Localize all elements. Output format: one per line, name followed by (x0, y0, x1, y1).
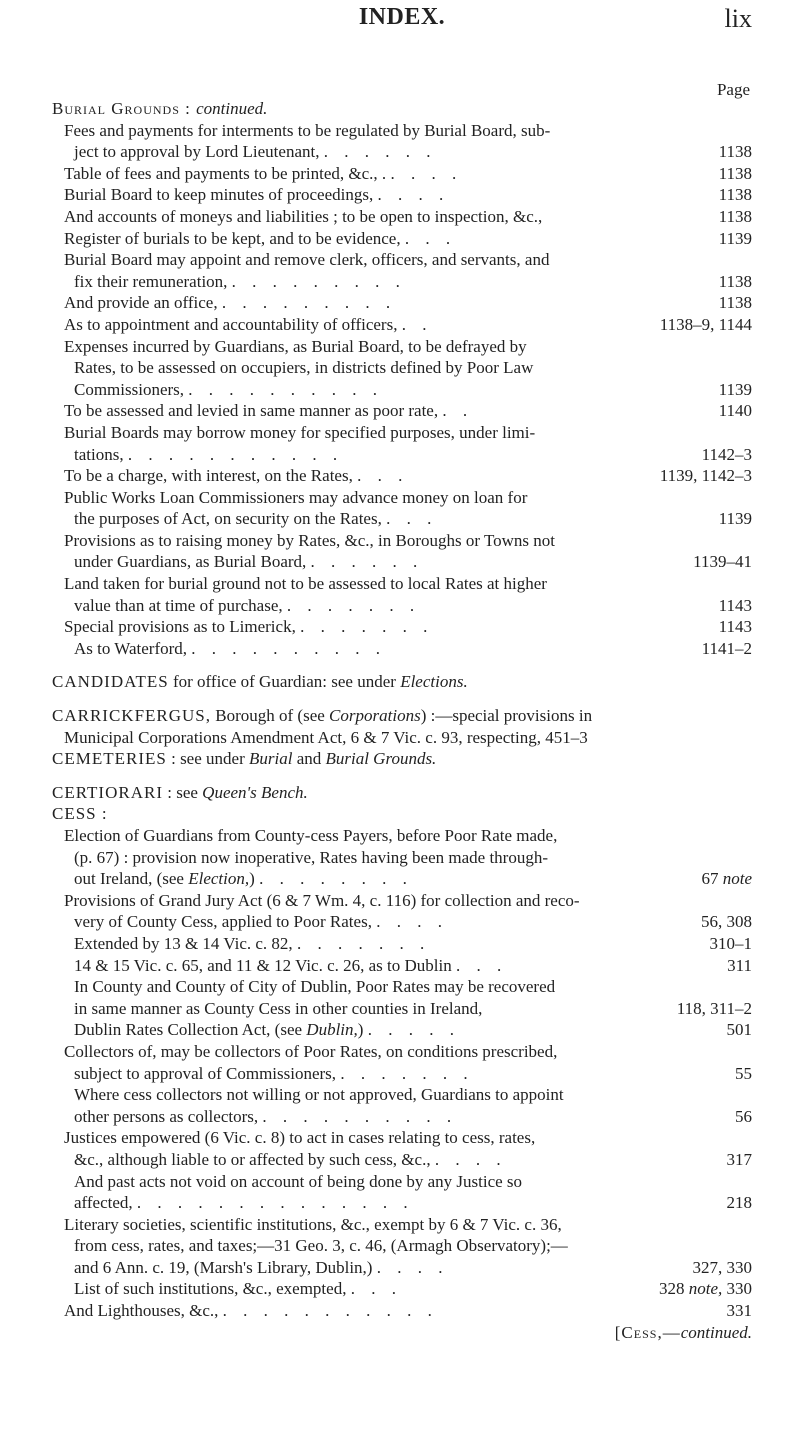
page-ref: 1138 (718, 271, 752, 291)
index-line: very of County Cess, applied to Poor Rates, . . . . 56, 308 (74, 912, 752, 932)
index-line: Register of burials to be kept, and to be evidence, . . . 1139 (64, 228, 752, 248)
page-ref: 1138 (718, 142, 752, 162)
index-line: Public Works Loan Commissioners may advance money on loan for (64, 487, 528, 507)
index-line: And Lighthouses, &c., . . . . . . . . . . . 331 (64, 1301, 752, 1321)
page-ref: 55 (735, 1063, 752, 1083)
page-ref: 1139 (718, 228, 752, 248)
page-ref: 1143 (718, 617, 752, 637)
page-ref: 56, 308 (701, 912, 752, 932)
index-line: Burial Board may appoint and remove clerk, officers, and servants, and (64, 250, 550, 270)
page-ref: 67 note (701, 869, 752, 889)
index-line: 14 & 15 Vic. c. 65, and 11 & 12 Vic. c. 26, as to Dublin . . . 311 (74, 955, 752, 975)
index-line: from cess, rates, and taxes;—31 Geo. 3, c. 46, (Armagh Observatory);— (74, 1236, 568, 1256)
index-line: Dublin Rates Collection Act, (see Dublin,) . . . . . 501 (74, 1020, 752, 1040)
entry-candidates: CANDIDATES for office of Guardian: see under Elections. (52, 672, 468, 692)
index-line: In County and County of City of Dublin, Poor Rates may be recovered (74, 977, 556, 997)
index-line: subject to approval of Commissioners, . . . . . . . 55 (74, 1063, 752, 1083)
index-line: out Ireland, (see Election,) . . . . . . . . 67 note (74, 869, 752, 889)
index-line: As to appointment and accountability of officers, . . 1138–9, 1144 (64, 314, 752, 334)
index-line: Literary societies, scientific institutions, &c., exempt by 6 & 7 Vic. c. 36, (64, 1214, 562, 1234)
index-line: As to Waterford, . . . . . . . . . . 1141–2 (74, 638, 752, 658)
index-line: (p. 67) : provision now inoperative, Rates having been made through- (74, 847, 548, 867)
page-ref: 56 (735, 1106, 752, 1126)
index-line: Special provisions as to Limerick, . . . . . . . 1143 (64, 617, 752, 637)
page-ref: 1138 (718, 163, 752, 183)
page-ref: 1139, 1142–3 (659, 466, 752, 486)
page-ref: 1142–3 (701, 444, 752, 464)
index-line: fix their remuneration, . . . . . . . . . 1138 (74, 271, 752, 291)
entry-cemeteries: CEMETERIES : see under Burial and Burial Grounds. (52, 749, 437, 769)
page-ref: 1138 (718, 206, 752, 226)
index-content (52, 98, 752, 1343)
index-line: Extended by 13 & 14 Vic. c. 82, . . . . . . . 310–1 (74, 933, 752, 953)
index-line: Fees and payments for interments to be regulated by Burial Board, sub- (64, 120, 551, 140)
page-ref: 331 (726, 1301, 752, 1321)
page-ref: 310–1 (709, 933, 752, 953)
index-line: Justices empowered (6 Vic. c. 8) to act in cases relating to cess, rates, (64, 1128, 536, 1148)
index-line: Land taken for burial ground not to be assessed to local Rates at higher (64, 574, 547, 594)
index-line: under Guardians, as Burial Board, . . . . . . 1139–41 (74, 552, 752, 572)
index-line: Election of Guardians from County-cess Payers, before Poor Rate made, (64, 826, 558, 845)
page-ref: 317 (726, 1149, 752, 1169)
index-line: Where cess collectors not willing or not approved, Guardians to appoint (74, 1085, 564, 1105)
index-line: tations, . . . . . . . . . . . 1142–3 (74, 444, 752, 464)
index-line: Collectors of, may be collectors of Poor Rates, on conditions prescribed, (64, 1041, 558, 1061)
page-ref: 1139 (718, 379, 752, 399)
page-ref: 1138 (718, 293, 752, 313)
index-line: Provisions of Grand Jury Act (6 & 7 Wm. 4, c. 116) for collection and reco- (64, 890, 580, 910)
index-line: Provisions as to raising money by Rates, &c., in Boroughs or Towns not (64, 530, 556, 550)
index-line: To be a charge, with interest, on the Rates, . . . 1139, 1142–3 (64, 466, 752, 486)
header-page-number: lix (724, 4, 752, 33)
page-ref: 311 (727, 955, 752, 975)
index-line: in same manner as County Cess in other counties in Ireland, 118, 311–2 (74, 998, 752, 1018)
index-line: affected, . . . . . . . . . . . . . . 218 (74, 1193, 752, 1213)
page-ref: 1138–9, 1144 (659, 314, 752, 334)
page-column-label: Page (716, 80, 750, 99)
index-line: And accounts of moneys and liabilities ; to be open to inspection, &c., 1138 (64, 206, 752, 226)
index-line: the purposes of Act, on security on the Rates, . . . 1139 (74, 509, 752, 529)
header-title: INDEX. (358, 4, 446, 30)
index-line: Rates, to be assessed on occupiers, in districts defined by Poor Law (74, 358, 534, 378)
page-ref: 1138 (718, 185, 752, 205)
index-line: Commissioners, . . . . . . . . . . 1139 (74, 379, 752, 399)
entry-carrickfergus: CARRICKFERGUS, Borough of (see Corporations) :—special provisions in (52, 706, 593, 726)
page-ref: 327, 330 (692, 1257, 752, 1277)
index-line: Table of fees and payments to be printed, &c., . . . . . 1138 (64, 163, 752, 183)
entry-certiorari: CERTIORARI : see Queen's Bench. (52, 782, 308, 802)
index-line: Burial Board to keep minutes of proceedings, . . . . 1138 (64, 185, 752, 205)
index-line: Expenses incurred by Guardians, as Burial Board, to be defrayed by (64, 336, 527, 356)
index-line: value than at time of purchase, . . . . . . . 1143 (74, 595, 752, 615)
page-ref: 1139–41 (693, 552, 752, 572)
index-line: other persons as collectors, . . . . . . . . . . 56 (74, 1106, 752, 1126)
continued-footer: [Cess,—continued. (614, 1322, 752, 1342)
page-ref: 118, 311–2 (676, 998, 752, 1018)
page-ref: 218 (726, 1193, 752, 1213)
index-line: ject to approval by Lord Lieutenant, . . . . . . 1138 (74, 142, 752, 162)
entry-heading-burial-grounds: Burial Grounds : continued. (52, 99, 268, 118)
index-line: List of such institutions, &c., exempted, . . . 328 note, 330 (74, 1279, 752, 1299)
index-line: To be assessed and levied in same manner as poor rate, . . 1140 (64, 401, 752, 421)
index-line: And past acts not void on account of being done by any Justice so (74, 1171, 523, 1191)
page-ref: 1140 (718, 401, 752, 421)
index-line: &c., although liable to or affected by such cess, &c., . . . . 317 (74, 1149, 752, 1169)
entry-heading-cess: CESS : (52, 804, 108, 824)
index-line: and 6 Ann. c. 19, (Marsh's Library, Dublin,) . . . . 327, 330 (74, 1257, 752, 1277)
page-ref: 1141–2 (701, 638, 752, 658)
index-line: Burial Boards may borrow money for specified purposes, under limi- (64, 422, 536, 442)
page-header (52, 4, 752, 44)
index-line: And provide an office, . . . . . . . . . 1138 (64, 293, 752, 313)
page-ref: 501 (726, 1020, 752, 1040)
page-ref: 1143 (718, 595, 752, 615)
page-ref: 1139 (718, 509, 752, 529)
index-line: Municipal Corporations Amendment Act, 6 & 7 Vic. c. 93, respecting, 451–3 (64, 727, 588, 747)
page-ref: 328 note, 330 (658, 1279, 752, 1299)
